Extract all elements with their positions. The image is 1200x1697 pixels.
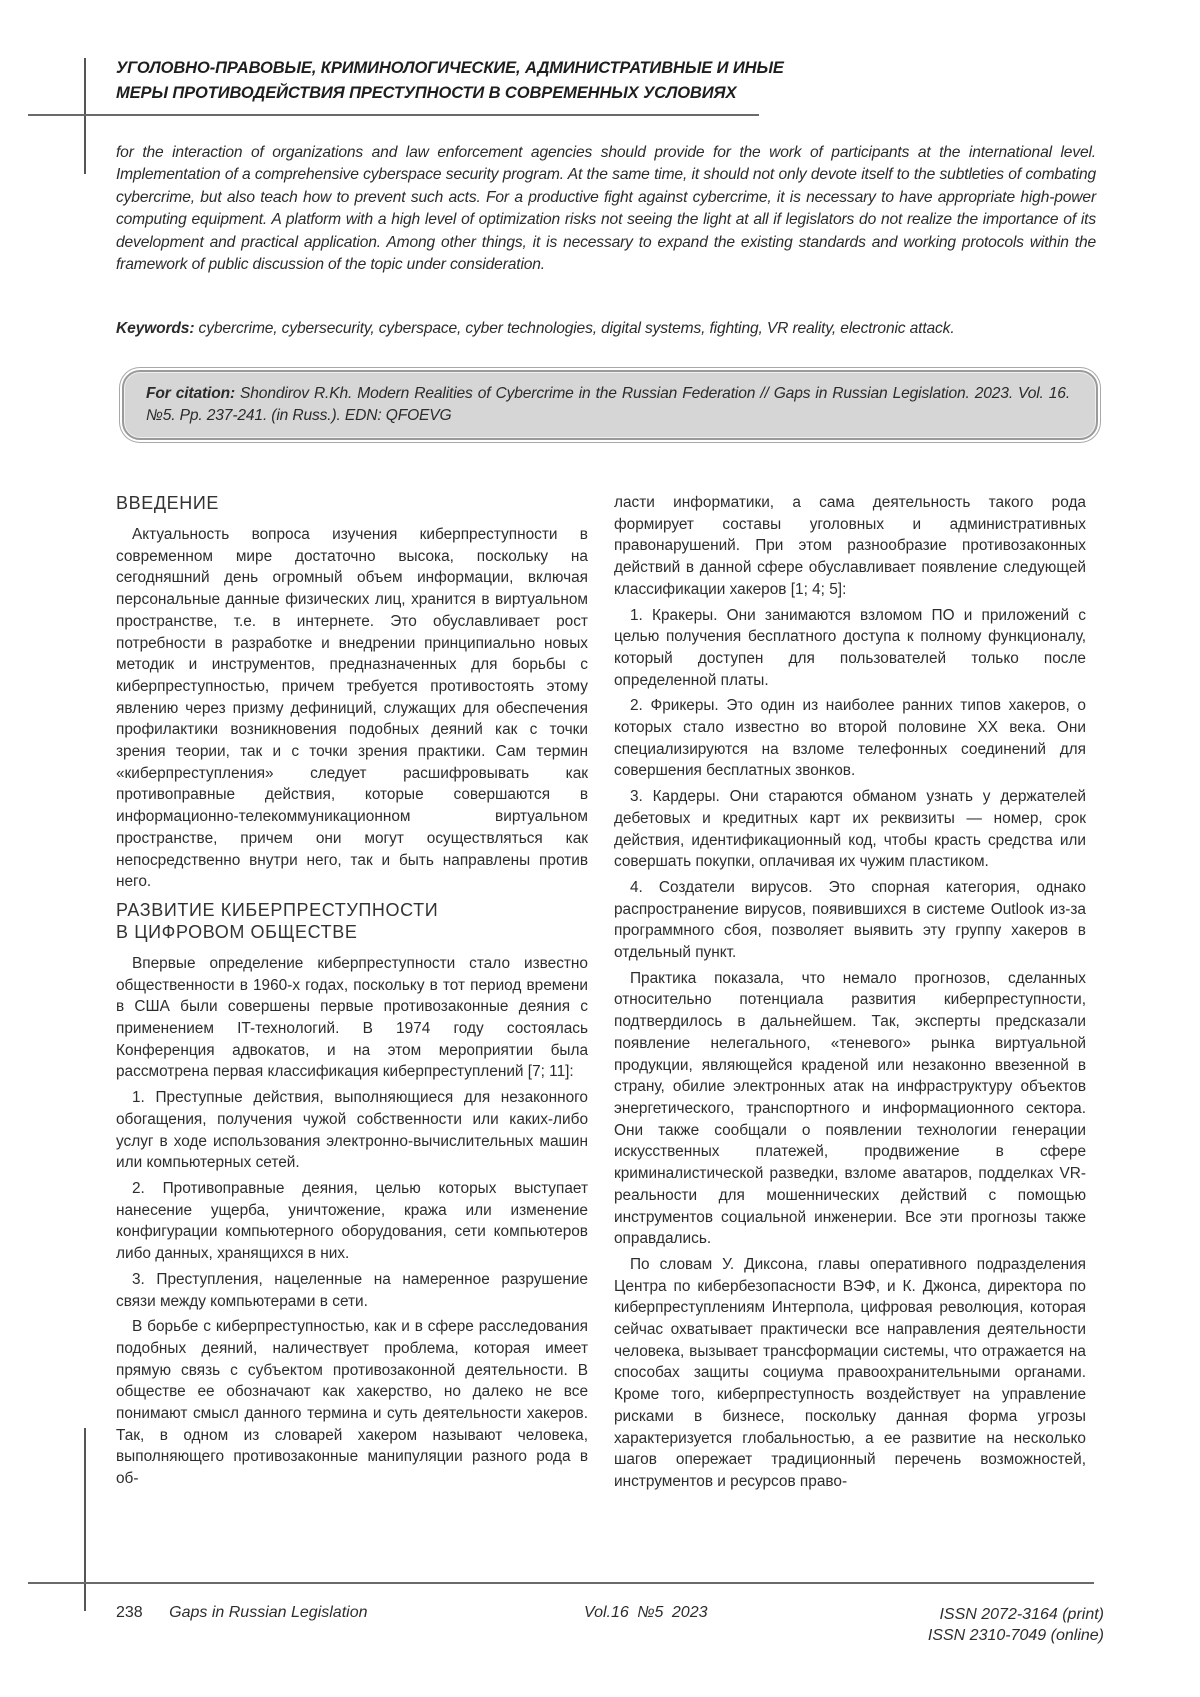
issn-online: ISSN 2310-7049 (online) [927, 1627, 1104, 1644]
list-item: 2. Фрикеры. Это один из наиболее ранних типов хакеров, о которых стало известно во второй половине XX века. Они специализируются на взломе телефонных соединений для совершения бесплатных звонков. [614, 697, 1086, 780]
list-item: 1. Преступные действия, выполняющиеся для незаконного обогащения, получения чужой собственности или каких-либо услуг в ходе использования электронно-вычислительных машин или компьютерных сетей. [116, 1089, 588, 1172]
keywords-text: cybercrime, cybersecurity, cyberspace, cyber technologies, digital systems, fighting, VR reality, electronic attack. [194, 320, 955, 337]
keywords-label: Keywords: [116, 320, 195, 337]
citation-text [146, 383, 1070, 428]
issn-block [928, 1604, 1104, 1646]
journal-name: Gaps in Russian Legislation [169, 1604, 368, 1621]
left-column [116, 492, 588, 1494]
running-head [116, 56, 1016, 106]
running-head-line-1: УГОЛОВНО-ПРАВОВЫЕ, КРИМИНОЛОГИЧЕСКИЕ, АДМИНИСТРАТИВНЫЕ И ИНЫЕ [116, 59, 784, 77]
right-column [614, 492, 1086, 1497]
citation-body: Shondirov R.Kh. Modern Realities of Cybercrime in the Russian Federation // Gaps in Russian Legislation. 2023. Vol. 16. №5. Pp. 237-241. (in Russ.). EDN: QFOEVG [146, 385, 1070, 425]
heading-line-2: В ЦИФРОВОМ ОБЩЕСТВЕ [116, 921, 358, 942]
abstract-text: for the interaction of organizations and law enforcement agencies should provide for the work of participants at the international level. Implementation of a comprehensive cyberspace security program. At the same time, it should not only devote itself to the subtleties of combating cybercrime, but also teach how to prevent such acts. For a productive fight against cybercrime, it is necessary to have appropriate high-power computing equipment. A platform with a high level of optimization risks not seeing the light at all if legislators do not realize the importance of its development and practical application. Among other things, it is necessary to expand the existing standards and working protocols within the framework of public discussion of the topic under consideration. [116, 144, 1096, 274]
heading-line-1: РАЗВИТИЕ КИБЕРПРЕСТУПНОСТИ [116, 899, 439, 920]
list-item: 2. Противоправные деяния, целью которых выступает нанесение ущерба, уничтожение, кража или изменение конфигурации компьютерного оборудования, сети компьютеров либо данных, хранящихся в них. [116, 1179, 588, 1263]
volume-info: Vol.16 №5 2023 [584, 1604, 708, 1621]
citation-label: For citation: [146, 385, 235, 402]
section-heading-development [116, 899, 588, 943]
paragraph: Впервые определение киберпреступности стало известно общественности в 1960-х годах, поскольку в тот период времени в США были совершены первые противозаконные деяния с применением IT-технологий. В 1974 году состоялась Конференция адвокатов, и на этом мероприятии была рассмотрена первая классификация киберпреступлений [7; 11]: [116, 954, 588, 1081]
footer-rule [28, 1582, 1094, 1584]
paragraph: Практика показала, что немало прогнозов, сделанных относительно потенциала развития киберпреступности, подтвердилось в дальнейшем. Так, эксперты предсказали появление нелегального, «теневого» рынка виртуальной продукции, являющейся краденой или незаконно ввезенной в страну, обилие электронных атак на инфраструктуру объектов энергетического, транспортного и информационного сектора. Они также сообщали о появлении технологии генерации искусственных платежей, продвижение в сфере криминалистической разведки, взломе аватаров, подделках VR-реальности для мошеннических действий с помощью инструментов социальной инженерии. Все эти прогнозы также оправдались. [614, 969, 1086, 1248]
list-item: 3. Кардеры. Они стараются обманом узнать у держателей дебетовых и кредитных карт их реквизиты — номер, срок действия, идентификационный код, чтобы красть средства или совершать покупки, оплачивая их чужим пластиком. [614, 788, 1086, 871]
paragraph: В борьбе с киберпреступностью, как и в сфере расследования подобных деяний, наличествует проблема, которая имеет прямую связь с субъектом противозаконной деятельности. В обществе ее обозначают как хакерство, но далеко не все понимают смысл данного термина и суть деятельности хакеров. Так, в одном из словарей хакером называют человека, выполняющего противозаконные манипуляции разного рода в об- [116, 1318, 588, 1488]
citation-box [122, 370, 1098, 440]
issn-print: ISSN 2072-3164 (print) [939, 1606, 1104, 1623]
running-head-line-2: МЕРЫ ПРОТИВОДЕЙСТВИЯ ПРЕСТУПНОСТИ В СОВРЕМЕННЫХ УСЛОВИЯХ [116, 84, 737, 102]
keywords [116, 318, 1096, 340]
list-item: 1. Кракеры. Они занимаются взломом ПО и приложений с целью получения бесплатного доступа к полному функционалу, который доступен для пользователей только после определенной платы. [614, 606, 1086, 689]
page-number: 238 [116, 1604, 143, 1621]
paragraph-continued: ласти информатики, а сама деятельность такого рода формирует составы уголовных и административных правонарушений. При этом разнообразие противозаконных действий в данной сфере обуславливает появление следующей классификации хакеров [1; 4; 5]: [614, 494, 1086, 598]
header-rule [28, 114, 759, 116]
footer-left [116, 1604, 368, 1622]
top-vertical-rule [84, 58, 86, 174]
section-heading-introduction: ВВЕДЕНИЕ [116, 493, 219, 513]
paragraph: Актуальность вопроса изучения киберпреступности в современном мире достаточно высока, поскольку на сегодняшний день огромный объем информации, включая персональные данные физических лиц, хранится в виртуальном пространстве, т.е. в интернете. Это обуславливает рост потребности в разработке и внедрении принципиально новых методик и инструментов, предназначенных для борьбы с киберпреступностью, причем требуется противостоять этому явлению через призму дефиниций, служащих для обеспечения профилактики возникновения подобных деяний как с точки зрения теории, так и с точки зрения практики. Сам термин «киберпреступления» следует расшифровывать как противоправные действия, которые совершаются в информационно-телекоммуникационном виртуальном пространстве, причем они могут осуществляться как непосредственно внутри него, так и быть направлены против него. [116, 526, 588, 891]
list-item: 3. Преступления, нацеленные на намеренное разрушение связи между компьютерами в сети. [116, 1270, 588, 1310]
list-item: 4. Создатели вирусов. Это спорная категория, однако распространение вирусов, появившихся в системе Outlook из-за программного сбоя, позволяет выявить эту группу хакеров в отдельный пункт. [614, 878, 1086, 962]
paragraph: По словам У. Диксона, главы оперативного подразделения Центра по кибербезопасности ВЭФ, и К. Джонса, директора по киберпреступлениям Интерпола, цифровая революция, которая сейчас охватывает практически все направления деятельности человека, вызывает трансформации системы, что отражается на способах защиты социума правоохранительными органами. Кроме того, киберпреступность воздействует на управление рисками в бизнесе, поскольку данная форма угрозы характеризуется глобальностью, а ее развитие на несколько шагов опережает традиционный перечень возможностей, инструментов и ресурсов право- [614, 1255, 1086, 1490]
